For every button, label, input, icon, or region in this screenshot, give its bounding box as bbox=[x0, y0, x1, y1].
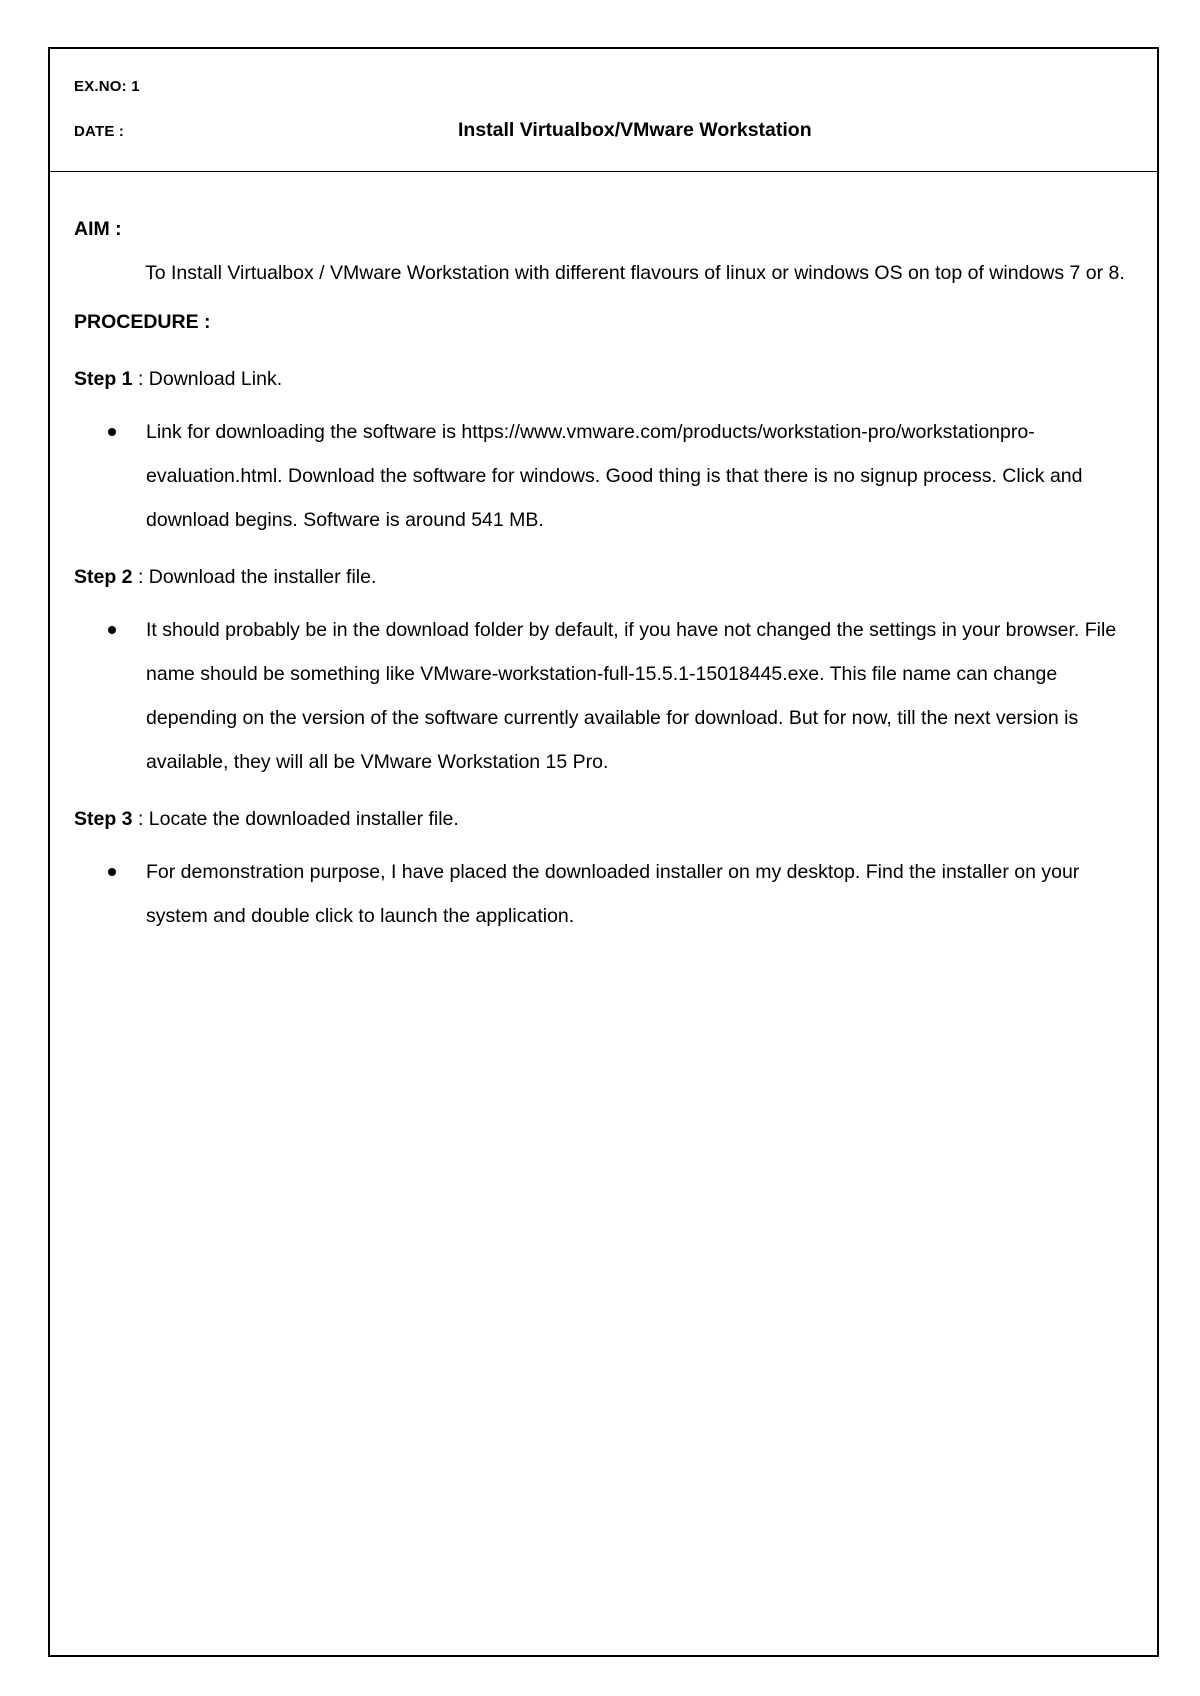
step-2 bbox=[74, 555, 1144, 784]
bullet-list bbox=[74, 608, 1144, 784]
header-section bbox=[50, 49, 1157, 172]
step-label: Step 3 bbox=[74, 808, 133, 830]
bullet-icon bbox=[108, 428, 116, 436]
aim-heading: AIM : bbox=[74, 218, 122, 240]
exercise-number: EX.NO: 1 bbox=[74, 78, 140, 95]
date-label: DATE : bbox=[74, 123, 125, 140]
list-item bbox=[74, 410, 1144, 542]
step-title: : Locate the downloaded installer file. bbox=[132, 808, 459, 830]
list-item bbox=[74, 608, 1144, 784]
step-title: : Download the installer file. bbox=[132, 566, 377, 588]
bullet-text: Link for downloading the software is https://www.vmware.com/products/workstation-pro/workstationpro-evaluation.html. Download the software for windows. Good thing is that there is no signup process. Click and download begins. Software is around 541 MB. bbox=[146, 421, 1083, 531]
bullet-icon bbox=[108, 626, 116, 634]
bullet-text: It should probably be in the download folder by default, if you have not changed the settings in your browser. File name should be something like VMware-workstation-full-15.5.1-15018445.exe. This file name can change depending on the version of the software currently available for download. But for now, till the next version is available, they will all be VMware Workstation 15 Pro. bbox=[146, 619, 1117, 773]
step-label: Step 2 bbox=[74, 566, 133, 588]
step-1 bbox=[74, 357, 1144, 542]
step-heading bbox=[74, 555, 1144, 599]
page-title: Install Virtualbox/VMware Workstation bbox=[458, 119, 812, 141]
list-item bbox=[74, 850, 1144, 938]
step-label: Step 1 bbox=[74, 368, 133, 390]
bullet-list bbox=[74, 850, 1144, 938]
bullet-icon bbox=[108, 868, 116, 876]
bullet-list bbox=[74, 410, 1144, 542]
step-heading bbox=[74, 797, 1144, 841]
page-frame bbox=[48, 47, 1159, 1657]
document-body bbox=[74, 207, 1144, 938]
step-3 bbox=[74, 797, 1144, 938]
bullet-text: For demonstration purpose, I have placed the downloaded installer on my desktop. Find the installer on your system and double click to launch the application. bbox=[146, 861, 1080, 927]
step-heading bbox=[74, 357, 1144, 401]
step-title: : Download Link. bbox=[132, 368, 283, 390]
aim-text: To Install Virtualbox / VMware Workstation with different flavours of linux or windows OS on top of windows 7 or 8. bbox=[145, 262, 1125, 284]
procedure-heading: PROCEDURE : bbox=[74, 311, 211, 333]
